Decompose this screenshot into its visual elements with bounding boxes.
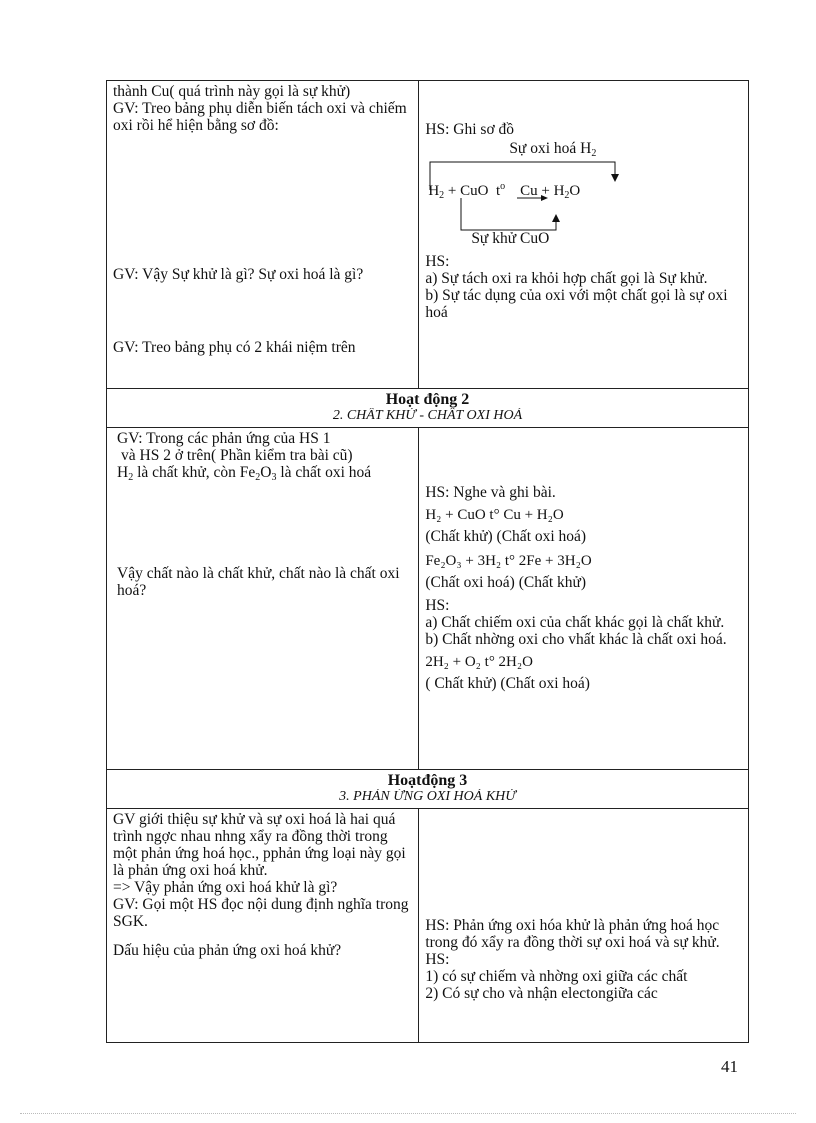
left-text-2: GV: Treo bảng phụ diễn biến tách oxi và chiếm oxi rồi hể hiện bằng sơ đồ: [113,100,407,134]
student-column [419,428,749,770]
equation-3: 2H₂ + O₂ t° 2H₂O [425,654,533,670]
oxidation-label: Sự oxi hoá $H_2$ [509,140,597,159]
equation-1-labels: (Chất khử) (Chất oxi hoá) [425,528,587,545]
teacher-column [107,809,419,1043]
right-hs-2: HS: [425,951,450,968]
equation-1: H₂ + CuO t° Cu + H₂O [425,507,564,523]
reaction-equation: $H_2$ + CuO $t^o$ $Cu + H_2O$ [428,181,581,201]
left-text-1: GV: Trong các phản ứng của HS 1 [117,430,331,447]
left-text-3: GV: Vậy Sự khử là gì? Sự oxi hoá là gì? [113,266,364,283]
activity-3-subtitle: 3. PHẢN ỨNG OXI HOÁ KHỬ [339,789,516,800]
equation-2-labels: (Chất oxi hoá) (Chất khử) [425,574,587,591]
right-answer-a: a) Chất chiếm oxi của chất khác gọi là chất khử. [425,614,725,631]
lesson-row-1 [107,81,749,389]
left-text-4: GV: Treo bảng phụ có 2 khái niệm trên [113,339,356,356]
right-answer-b: b) Sự tác dụng của oxi với một chất gọi là sự oxi hoá [425,287,728,321]
left-text-2: => Vậy phản ứng oxi hoá khử là gì? [113,879,338,896]
left-text-1: thành Cu( quá trình này gọi là sự khử) [113,83,351,100]
reduction-label: Sự khử CuO [471,230,550,247]
teacher-column [107,428,419,770]
teacher-column [107,81,419,389]
right-hs-1: HS: Phản ứng oxi hóa khử là phản ứng hoá học trong đó xẩy ra đồng thời sự oxi hoá và sự khử. [425,917,720,951]
right-hs-2: HS: [425,253,450,270]
lesson-table [106,80,749,1043]
right-answer-a: a) Sự tách oxi ra khỏi hợp chất gọi là Sự khử. [425,270,708,287]
left-text-1: GV giới thiệu sự khử và sự oxi hoá là hai quá trình ngợc nhau nhng xẩy ra đồng thời trong một phản ứng hoá học., pphản ứng loại này gọi là phản ứng oxi hoá khử. [113,811,406,879]
activity-3-title: Hoạtđộng 3 [387,772,468,789]
student-column [419,81,749,389]
left-text-3: $H_2$ là chất khử, còn $Fe_2O_3$ là chất oxi hoá [117,464,372,483]
activity-2-title: Hoạt động 2 [385,391,470,408]
right-point-1: 1) có sự chiếm và nhờng oxi giữa các chất [425,968,688,985]
right-point-2: 2) Có sự cho và nhận electongiữa các [425,985,658,1002]
right-hs-1: HS: Ghi sơ đồ [425,121,515,138]
left-text-2: và HS 2 ở trên( Phần kiểm tra bài cũ) [121,447,353,464]
equation-2: Fe₂O₃ + 3H₂ t° 2Fe + 3H₂O [425,553,592,569]
left-text-3: GV: Gọi một HS đọc nội dung định nghĩa trong SGK. [113,896,409,930]
activity-2-header [107,389,749,428]
activity-2-subtitle: 2. CHẤT KHỬ - CHẤT OXI HOÁ [332,408,523,419]
equation-3-labels: ( Chất khử) (Chất oxi hoá) [425,675,590,692]
student-column [419,809,749,1043]
page-number: 41 [721,1057,738,1076]
left-text-4: Dấu hiệu của phản ứng oxi hoá khử? [113,942,342,959]
redox-diagram [425,138,735,253]
lesson-row-2 [107,428,749,770]
footer-divider [20,1113,796,1114]
activity-3-header [107,770,749,809]
right-answer-b: b) Chất nhờng oxi cho vhất khác là chất oxi hoá. [425,631,727,648]
right-hs-2: HS: [425,597,450,614]
lesson-row-3 [107,809,749,1043]
left-text-4: Vậy chất nào là chất khử, chất nào là chất oxi hoá? [117,565,400,599]
right-hs-1: HS: Nghe và ghi bài. [425,484,556,501]
